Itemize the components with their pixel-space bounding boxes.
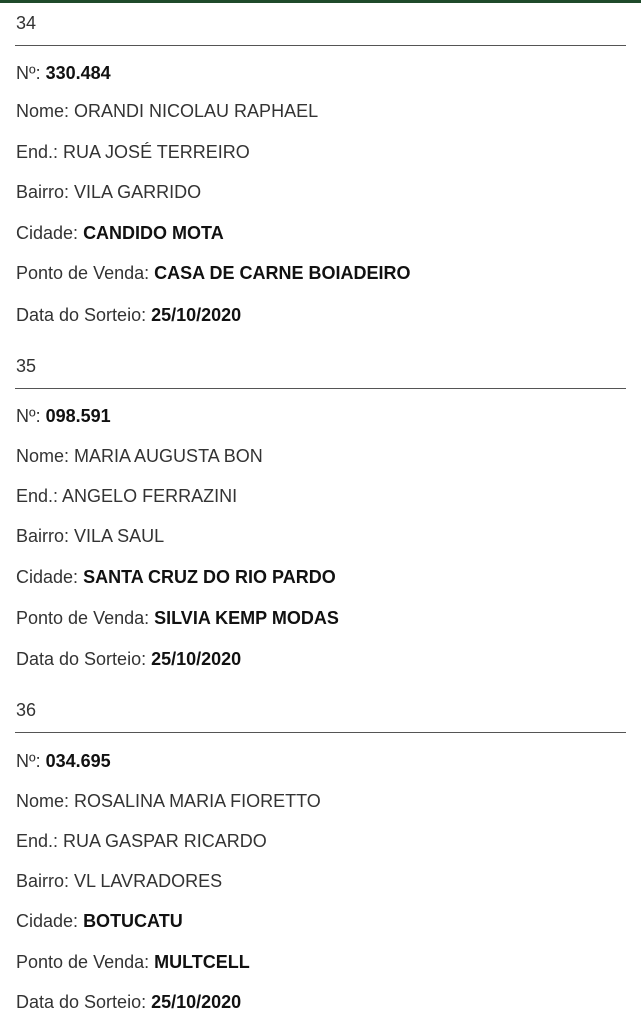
draw-date-value: 25/10/2020	[151, 305, 242, 325]
city-field	[16, 566, 336, 588]
name-label: Nome:	[16, 101, 70, 121]
draw-date-value: 25/10/2020	[151, 992, 242, 1012]
city-value: BOTUCATU	[83, 911, 183, 931]
draw-date-label: Data do Sorteio:	[16, 305, 147, 325]
address-value: ANGELO FERRAZINI	[62, 486, 238, 506]
ticket-number-field	[16, 62, 111, 84]
point-of-sale-value: MULTCELL	[154, 952, 250, 972]
neighborhood-field	[16, 525, 164, 547]
ticket-number-label: Nº:	[16, 406, 41, 426]
ticket-number-label: Nº:	[16, 751, 41, 771]
entry-divider	[15, 45, 626, 46]
name-value: ROSALINA MARIA FIORETTO	[74, 791, 321, 811]
city-label: Cidade:	[16, 567, 79, 587]
neighborhood-label: Bairro:	[16, 526, 70, 546]
point-of-sale-field	[16, 607, 339, 629]
draw-date-field	[16, 991, 241, 1013]
name-field	[16, 100, 318, 122]
entry-number: 34	[16, 13, 37, 33]
point-of-sale-field	[16, 951, 250, 973]
draw-date-field	[16, 304, 241, 326]
entry-divider	[15, 732, 626, 733]
neighborhood-value: VILA GARRIDO	[74, 182, 202, 202]
address-label: End.:	[16, 142, 59, 162]
address-value: RUA JOSÉ TERREIRO	[63, 142, 250, 162]
address-label: End.:	[16, 486, 59, 506]
draw-date-field	[16, 648, 241, 670]
address-value: RUA GASPAR RICARDO	[63, 831, 267, 851]
ticket-number-value: 098.591	[45, 406, 111, 426]
city-value: SANTA CRUZ DO RIO PARDO	[83, 567, 336, 587]
neighborhood-label: Bairro:	[16, 182, 70, 202]
point-of-sale-field	[16, 262, 411, 284]
address-label: End.:	[16, 831, 59, 851]
draw-date-label: Data do Sorteio:	[16, 649, 147, 669]
point-of-sale-label: Ponto de Venda:	[16, 952, 150, 972]
point-of-sale-label: Ponto de Venda:	[16, 263, 150, 283]
neighborhood-field	[16, 870, 222, 892]
ticket-number-value: 034.695	[45, 751, 111, 771]
name-label: Nome:	[16, 446, 70, 466]
address-field	[16, 141, 250, 163]
name-field	[16, 790, 321, 812]
point-of-sale-value: CASA DE CARNE BOIADEIRO	[154, 263, 411, 283]
entry-number: 35	[16, 356, 37, 376]
address-field	[16, 830, 267, 852]
neighborhood-field	[16, 181, 201, 203]
point-of-sale-label: Ponto de Venda:	[16, 608, 150, 628]
point-of-sale-value: SILVIA KEMP MODAS	[154, 608, 339, 628]
neighborhood-label: Bairro:	[16, 871, 70, 891]
city-field	[16, 222, 224, 244]
ticket-number-value: 330.484	[45, 63, 111, 83]
ticket-number-field	[16, 750, 111, 772]
address-field	[16, 485, 237, 507]
city-value: CANDIDO MOTA	[83, 223, 224, 243]
name-value: MARIA AUGUSTA BON	[74, 446, 263, 466]
top-accent-bar	[0, 0, 641, 3]
entry-number: 36	[16, 700, 37, 720]
ticket-number-label: Nº:	[16, 63, 41, 83]
name-label: Nome:	[16, 791, 70, 811]
draw-date-label: Data do Sorteio:	[16, 992, 147, 1012]
name-field	[16, 445, 263, 467]
ticket-number-field	[16, 405, 111, 427]
city-field	[16, 910, 183, 932]
city-label: Cidade:	[16, 911, 79, 931]
entry-divider	[15, 388, 626, 389]
city-label: Cidade:	[16, 223, 79, 243]
neighborhood-value: VL LAVRADORES	[74, 871, 223, 891]
neighborhood-value: VILA SAUL	[74, 526, 165, 546]
name-value: ORANDI NICOLAU RAPHAEL	[74, 101, 319, 121]
draw-date-value: 25/10/2020	[151, 649, 242, 669]
